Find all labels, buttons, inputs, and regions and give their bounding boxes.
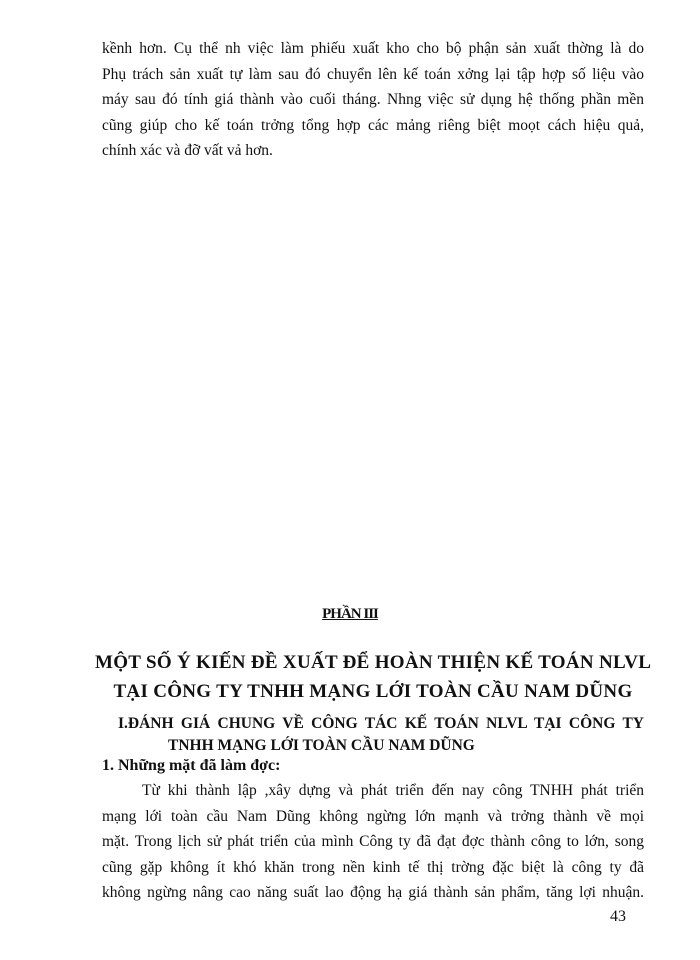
subsection-title: 1. Những mặt đã làm đợc: [102, 757, 281, 774]
paragraph-line: máy sau đó tính giá thành vào cuối tháng. Nhng việc sử dụng hệ thống phần mền [102, 91, 644, 108]
paragraph-line: mạng lới toàn cầu Nam Dũng không ngừng lớn mạnh và trởng thành về mọi [102, 807, 644, 825]
paragraph-line: cũng giúp cho kế toán trởng tổng hợp các mảng riêng biệt moọt cách hiệu quả, [102, 116, 644, 134]
part-label: PHẦN III [322, 606, 378, 622]
paragraph-top [102, 36, 644, 164]
paragraph-bottom [102, 778, 644, 906]
paragraph-line: mặt. Trong lịch sử phát triển của mình Công ty đã đạt đợc thành công to lớn, song [102, 833, 644, 850]
section-title-line: I.ĐÁNH GIÁ CHUNG VỀ CÔNG TÁC KẾ TOÁN NLVL TẠI CÔNG TY [118, 715, 644, 732]
paragraph-line: kềnh hơn. Cụ thể nh việc làm phiếu xuất kho cho bộ phận sản xuất thờng là do [102, 40, 644, 57]
main-title-line: MỘT SỐ Ý KIẾN ĐỀ XUẤT ĐỂ HOÀN THIỆN KẾ TOÁN NLVL [95, 652, 652, 673]
section-title [110, 713, 644, 757]
main-title [95, 648, 651, 706]
main-title-line: TẠI CÔNG TY TNHH MẠNG LỚI TOÀN CẦU NAM DŨNG [113, 681, 633, 702]
page-number: 43 [610, 908, 626, 925]
paragraph-line: cũng gặp không ít khó khăn trong nền kinh tế thị trờng đặc biệt là công ty đã [102, 858, 644, 876]
paragraph-line: Từ khi thành lập ,xây dựng và phát triển đến nay công TNHH phát triển [142, 782, 644, 799]
paragraph-line: không ngừng nâng cao năng suất lao động hạ giá thành sản phẩm, tăng lợi nhuận. [102, 884, 644, 901]
paragraph-line: chính xác và đỡ vất vả hơn. [102, 142, 273, 159]
section-title-line: TNHH MẠNG LỚI TOÀN CẦU NAM DŨNG [168, 737, 475, 754]
paragraph-line: Phụ trách sản xuất tự làm sau đó chuyển lên kế toán xởng lại tập hợp số liệu vào [102, 65, 644, 83]
